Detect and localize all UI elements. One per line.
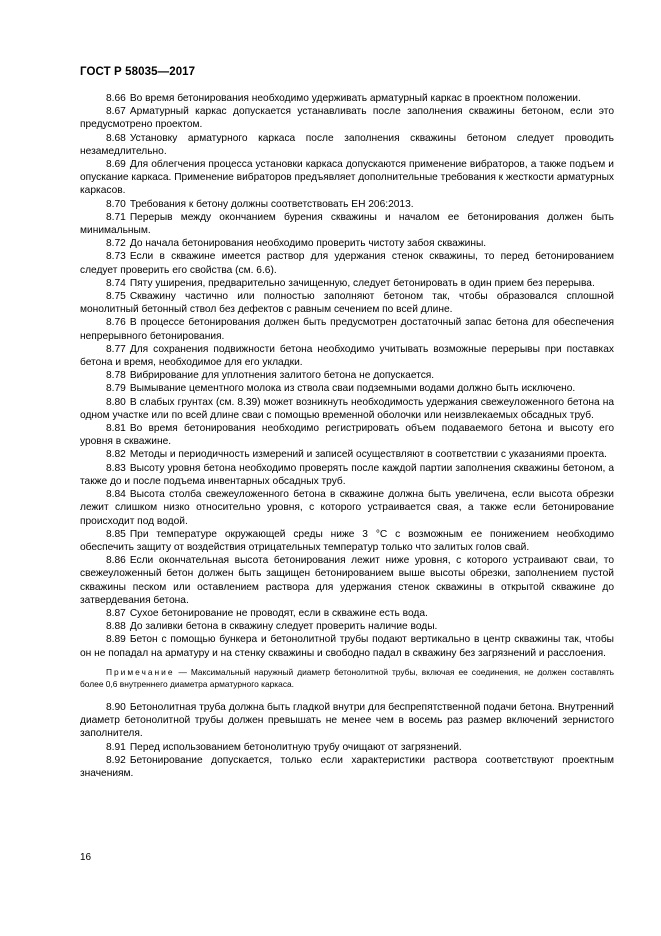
paragraph-8-83: [80, 462, 614, 488]
paragraph-number: 8.88: [106, 621, 126, 633]
paragraph-number: 8.79: [106, 383, 126, 395]
paragraph-number: 8.91: [106, 741, 126, 753]
paragraph-list: [80, 92, 614, 660]
paragraph-8-90: [80, 701, 614, 741]
paragraph-8-84: [80, 488, 614, 528]
paragraph-text: Установку арматурного каркаса после заполнения скважины бетоном следует проводить незамедлительно.: [80, 132, 614, 157]
paragraph-text: Бетонирование допускается, только если характеристики раствора соответствуют проектным значениям.: [80, 754, 614, 779]
paragraph-number: 8.69: [106, 159, 126, 171]
paragraph-text: Требования к бетону должны соответствовать ЕН 206:2013.: [129, 198, 414, 210]
paragraph-text: При температуре окружающей среды ниже 3 °С с возможным ее понижением необходимо обеспечить защиту от воздействия отрицательных температур только что залитых голов свай.: [80, 528, 614, 553]
paragraph-text: Бетонолитная труба должна быть гладкой внутри для беспрепятственной подачи бетона. Внутренний диаметр бетонолитной трубы должен превышать не менее чем в восемь раз размер включений зернистого заполнителя.: [80, 701, 614, 740]
paragraph-text: Сухое бетонирование не проводят, если в скважине есть вода.: [129, 607, 428, 619]
paragraph-number: 8.76: [106, 317, 126, 329]
paragraph-number: 8.92: [106, 754, 126, 766]
paragraph-number: 8.78: [106, 370, 126, 382]
paragraph-text: Пяту уширения, предварительно зачищенную, следует бетонировать в один прием без перерыва.: [129, 277, 595, 289]
paragraph-8-74: [80, 277, 614, 290]
paragraph-number: 8.74: [106, 277, 126, 289]
note: [80, 666, 614, 691]
paragraph-8-85: [80, 528, 614, 554]
paragraph-text: Вымывание цементного молока из ствола сваи подземными водами должно быть исключено.: [129, 383, 576, 395]
paragraph-8-76: [80, 316, 614, 342]
paragraph-number: 8.77: [106, 343, 126, 355]
paragraph-text: Если окончательная высота бетонирования лежит ниже уровня, с которого устраивают сваи, то свежеуложенный бетон должен быть защищен бетонированием выше высоты обрезки, заполнением пустой скважины песком или оставлением раствора для удержания стенок скважины в открытой скважине до затвердевания бетона.: [80, 555, 614, 606]
paragraph-number: 8.70: [106, 198, 126, 210]
paragraph-number: 8.80: [106, 396, 126, 408]
paragraph-number: 8.85: [106, 528, 126, 540]
paragraph-8-89: [80, 633, 614, 659]
paragraph-8-80: [80, 396, 614, 422]
paragraph-8-91: [80, 741, 614, 754]
paragraph-text: Скважину частично или полностью заполняют бетоном так, чтобы образовался сплошной монолитный бетонный ствол без дефектов с равным сечением по всей длине.: [80, 291, 614, 316]
paragraph-text: Если в скважине имеется раствор для удержания стенок скважины, то перед бетонированием следует проверить его свойства (см. 6.6).: [80, 251, 614, 276]
paragraph-number: 8.84: [106, 489, 126, 501]
paragraph-number: 8.68: [106, 132, 126, 144]
paragraph-text: Для сохранения подвижности бетона необходимо учитывать возможные перерывы при поставках бетона и время, необходимое для его укладки.: [80, 343, 614, 369]
paragraph-text: Перерыв между окончанием бурения скважины и началом ее бетонирования должен быть минимальным.: [80, 211, 614, 237]
paragraph-8-73: [80, 250, 614, 276]
paragraph-number: 8.73: [106, 251, 126, 263]
paragraph-number: 8.72: [106, 238, 126, 250]
paragraph-8-66: [80, 92, 614, 105]
paragraph-text: До заливки бетона в скважину следует проверить наличие воды.: [129, 621, 438, 633]
paragraph-text: В процессе бетонирования должен быть предусмотрен достаточный запас бетона для обеспечения непрерывного бетонирования.: [80, 317, 614, 342]
paragraph-8-79: [80, 382, 614, 395]
paragraph-list-after: [80, 701, 614, 780]
paragraph-8-87: [80, 607, 614, 620]
paragraph-text: Вибрирование для уплотнения залитого бетона не допускается.: [129, 370, 435, 382]
paragraph-number: 8.75: [106, 291, 126, 303]
paragraph-text: Арматурный каркас допускается устанавливать после заполнения скважины бетоном, если это предусмотрено проектом.: [80, 106, 614, 131]
paragraph-number: 8.71: [106, 211, 126, 223]
paragraph-text: В слабых грунтах (см. 8.39) может возникнуть необходимость удержания свежеуложенного бетона на одном участке или по всей длине сваи с помощью временной оболочки или неизвлекаемых обсадных труб.: [80, 396, 614, 421]
paragraph-number: 8.83: [106, 462, 126, 474]
paragraph-8-71: [80, 211, 614, 237]
paragraph-text: До начала бетонирования необходимо проверить чистоту забоя скважины.: [129, 238, 487, 250]
paragraph-8-88: [80, 620, 614, 633]
paragraph-text: Во время бетонирования необходимо регистрировать объем подаваемого бетона и высоту его уровня в скважине.: [80, 423, 614, 448]
paragraph-text: Бетон с помощью бункера и бетонолитной трубы подают вертикально в центр скважины так, чтобы он не попадал на арматуру и на стенку скважины и свободно падал в скважину без загрязнений и расслоения.: [80, 634, 614, 659]
paragraph-8-82: [80, 448, 614, 461]
paragraph-8-78: [80, 369, 614, 382]
document-header: ГОСТ Р 58035—2017: [80, 66, 196, 78]
paragraph-number: 8.90: [106, 701, 126, 713]
paragraph-8-92: [80, 754, 614, 780]
paragraph-number: 8.67: [106, 106, 126, 118]
paragraph-8-70: [80, 198, 614, 211]
paragraph-number: 8.89: [106, 634, 126, 646]
paragraph-text: Методы и периодичность измерений и записей осуществляют в соответствии с указаниями проекта.: [129, 449, 607, 461]
paragraph-8-77: [80, 343, 614, 369]
paragraph-number: 8.81: [106, 423, 126, 435]
paragraph-8-86: [80, 554, 614, 607]
paragraph-number: 8.87: [106, 607, 126, 619]
paragraph-number: 8.82: [106, 449, 126, 461]
paragraph-text: Во время бетонирования необходимо удерживать арматурный каркас в проектном положении.: [129, 93, 581, 104]
paragraph-8-72: [80, 237, 614, 250]
document-body: [80, 92, 614, 780]
paragraph-8-68: [80, 132, 614, 158]
paragraph-text: Перед использованием бетонолитную трубу очищают от загрязнений.: [129, 741, 462, 753]
page-number: 16: [80, 852, 92, 863]
paragraph-8-81: [80, 422, 614, 448]
note-text: — Максимальный наружный диаметр бетонолитной трубы, включая ее соединения, не должен составлять более 0,6 внутреннего диаметра арматурного каркаса.: [80, 666, 615, 690]
paragraph-8-69: [80, 158, 614, 198]
note-label: Примечание: [106, 666, 175, 677]
paragraph-8-67: [80, 105, 614, 131]
paragraph-text: Высоту уровня бетона необходимо проверять после каждой партии заполнения скважины бетоном, а также до и после подъема инвентарных обсадных труб.: [80, 462, 614, 487]
paragraph-text: Для облегчения процесса установки каркаса допускаются применение вибраторов, а также подъем и опускание каркаса. Применение вибраторов предъявляет дополнительные требования к жесткости арматурных каркасов.: [80, 159, 614, 197]
paragraph-number: 8.86: [106, 555, 126, 567]
paragraph-number: 8.66: [106, 93, 126, 104]
paragraph-text: Высота столба свежеуложенного бетона в скважине должна быть увеличена, если высота обрезки лежит слишком низко относительно уровня, с которого устраивается свая, а также если бетонирование происходит под водой.: [80, 489, 614, 527]
paragraph-8-75: [80, 290, 614, 316]
